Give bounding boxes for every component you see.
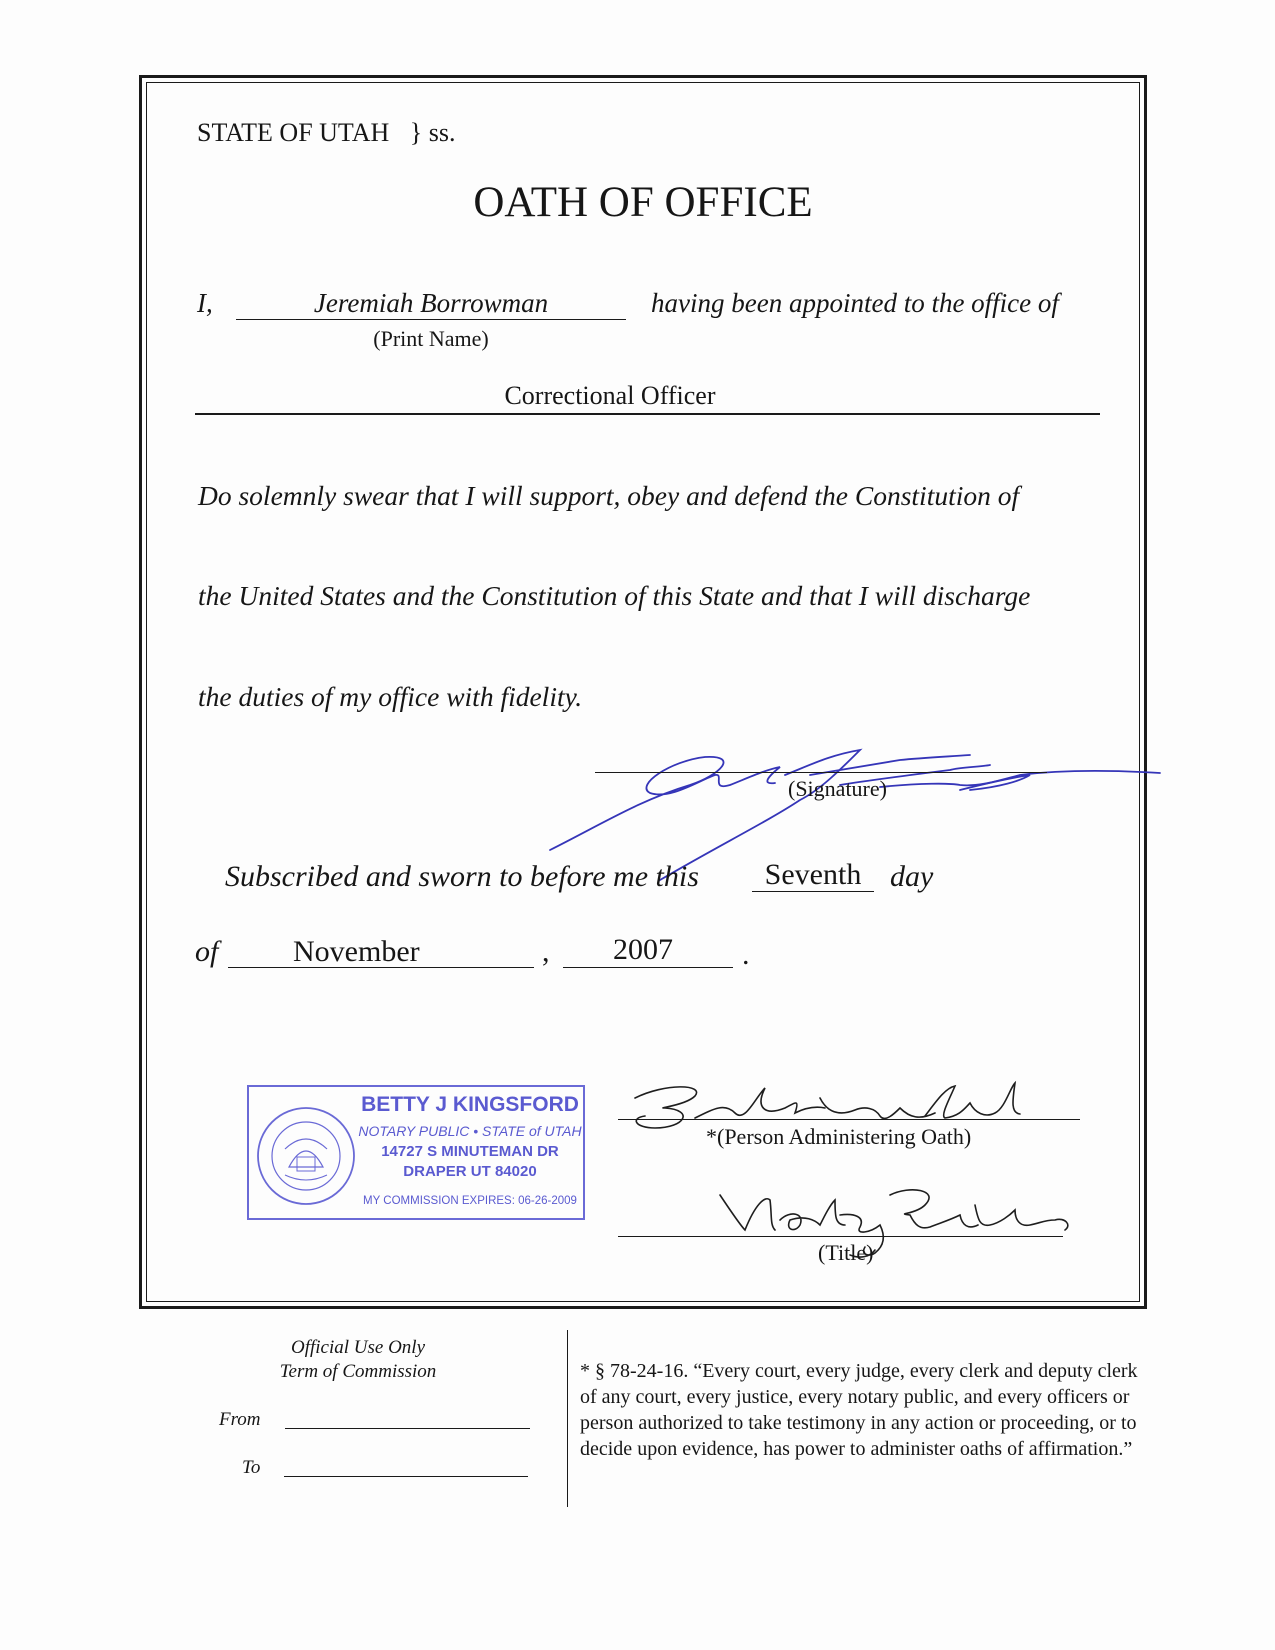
sworn-month: November — [293, 935, 420, 968]
administering-caption: *(Person Administering Oath) — [706, 1124, 972, 1149]
title-handwriting — [710, 1185, 1080, 1260]
oath-line-2: the United States and the Constitution of this State and that I will discharge — [198, 580, 1031, 611]
stamp-line-4: DRAPER UT 84020 — [403, 1163, 537, 1180]
to-field[interactable] — [284, 1476, 528, 1477]
statute-footnote: * § 78-24-16. “Every court, every judge, every clerk and deputy clerk of any court, every justice, every notary public, and every officers or person authorized to take testimony in any action or proceeding, or to decide upon evidence, has power to administer oaths of affirmation.” — [580, 1360, 1138, 1460]
oath-line-3: the duties of my office with fidelity. — [198, 681, 583, 712]
title-caption: (Title) — [818, 1240, 874, 1265]
stamp-line-5: MY COMMISSION EXPIRES: 06-26-2009 — [363, 1195, 577, 1207]
name-underline — [236, 319, 626, 320]
year-underline — [563, 967, 733, 968]
comma: , — [542, 935, 550, 968]
print-name-caption: (Print Name) — [373, 326, 489, 351]
stamp-line-2: NOTARY PUBLIC • STATE of UTAH — [358, 1123, 582, 1139]
sworn-year: 2007 — [613, 933, 673, 966]
office-title: Correctional Officer — [504, 381, 716, 410]
appointed-text: having been appointed to the office of — [651, 288, 1059, 318]
day-underline — [752, 891, 874, 892]
appointee-name: Jeremiah Borrowman — [313, 288, 549, 318]
period: . — [742, 938, 750, 971]
sworn-text: Subscribed and sworn to before me this — [225, 860, 699, 893]
notary-stamp — [247, 1085, 585, 1220]
term-of-commission-label: Term of Commission — [279, 1361, 437, 1382]
venue-header — [197, 118, 456, 148]
stamp-name: BETTY J KINGSFORD — [361, 1093, 579, 1116]
official-use-label: Official Use Only — [290, 1337, 426, 1358]
oath-line-1: Do solemnly swear that I will support, obey and defend the Constitution of — [198, 480, 1020, 511]
i-label: I, — [197, 288, 213, 318]
sworn-day: Seventh — [764, 858, 862, 891]
signature-caption: (Signature) — [788, 776, 887, 801]
state-label: STATE OF UTAH — [197, 118, 390, 147]
title-underline — [618, 1236, 1063, 1237]
from-label: From — [219, 1409, 261, 1430]
from-field[interactable] — [285, 1428, 530, 1429]
stamp-line-3: 14727 S MINUTEMAN DR — [381, 1143, 559, 1160]
month-underline — [228, 967, 534, 968]
day-label: day — [890, 860, 934, 893]
state-seal-icon — [255, 1105, 357, 1207]
ss-label: } ss. — [409, 118, 456, 147]
document-title: OATH OF OFFICE — [473, 179, 813, 226]
signature-underline — [595, 772, 1047, 773]
section-divider — [567, 1330, 568, 1507]
to-label: To — [242, 1457, 261, 1478]
office-underline — [195, 413, 1100, 415]
of-label: of — [195, 935, 219, 968]
administering-underline — [618, 1119, 1080, 1120]
